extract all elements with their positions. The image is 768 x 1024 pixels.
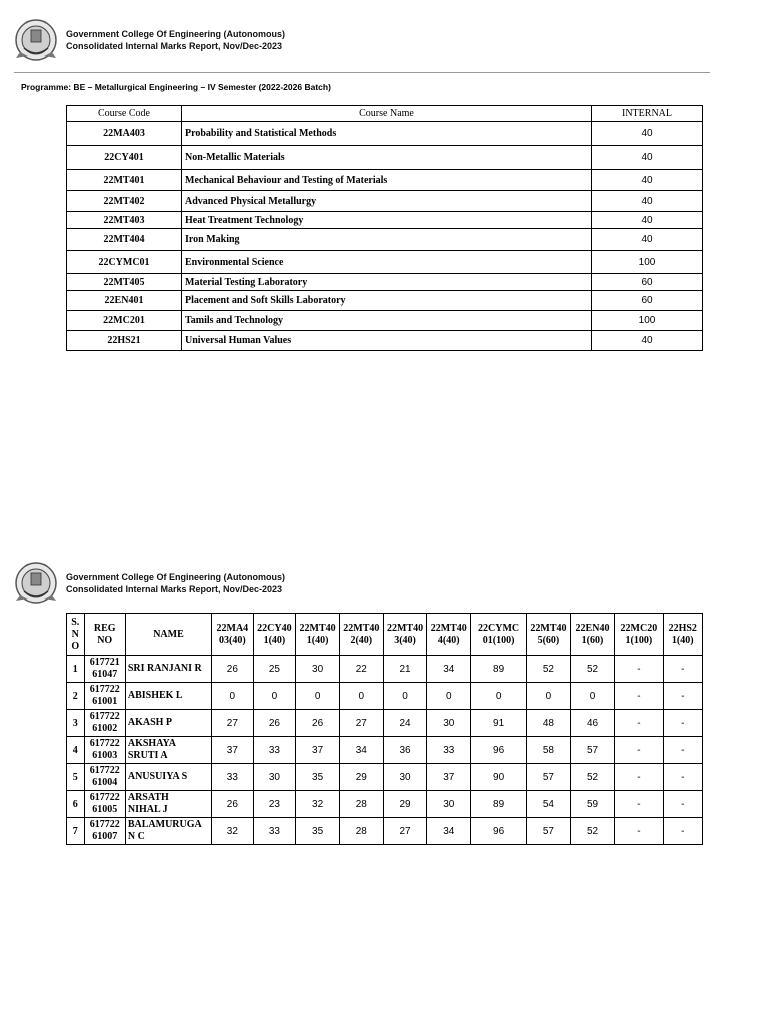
student-reg-no [84,683,125,710]
course-code: 22EN401 [67,291,182,311]
reg-line: 617722 [89,684,120,695]
header-line: S. [71,616,80,628]
header-line: 1(40) [671,634,694,646]
column-header-course-code: Course Code [67,106,182,122]
header-line: 22MT40 [299,622,336,634]
student-mark: 26 [253,710,296,737]
student-mark: 58 [527,737,571,764]
header-text [66,571,285,595]
course-name: Probability and Statistical Methods [182,122,592,146]
student-mark: 0 [253,683,296,710]
student-sno: 7 [67,818,85,845]
column-header-subject [212,614,253,656]
student-mark: 37 [212,737,253,764]
column-header-subject [427,614,471,656]
student-mark: 33 [253,737,296,764]
column-header-reg-no [84,614,125,656]
report-title: Consolidated Internal Marks Report, Nov/Dec-2023 [66,584,283,594]
course-internal-max: 100 [592,251,703,274]
course-code: 22MT404 [67,229,182,251]
student-sno: 4 [67,737,85,764]
course-code: 22MT403 [67,212,182,229]
course-code: 22CY401 [67,146,182,170]
student-name [125,683,211,710]
name-line: BALAMURUGA [127,819,202,830]
student-mark: 30 [383,764,427,791]
student-mark: 26 [296,710,340,737]
course-row [67,274,703,291]
header-line: 1(100) [625,634,653,646]
student-mark: 0 [427,683,471,710]
student-row [67,656,703,683]
reg-line: 61004 [92,777,118,788]
student-mark: - [615,764,663,791]
student-mark: 52 [570,764,614,791]
marks-table [66,613,703,845]
student-mark: 32 [212,818,253,845]
student-row [67,710,703,737]
course-row [67,229,703,251]
name-line: N C [127,831,145,842]
header-line: 22MT40 [530,622,567,634]
student-reg-no [84,764,125,791]
student-mark: 33 [212,764,253,791]
reg-line: 61005 [92,804,118,815]
reg-line: 61002 [92,723,118,734]
reg-line: 617722 [89,738,120,749]
column-header-subject [663,614,702,656]
student-mark: 32 [296,791,340,818]
student-mark: 0 [296,683,340,710]
student-mark: 27 [339,710,383,737]
header-line: 1(60) [581,634,604,646]
student-mark: 96 [471,818,527,845]
name-line: AKASH P [127,717,173,728]
student-reg-no [84,818,125,845]
college-emblem-icon [14,561,58,605]
report-title: Consolidated Internal Marks Report, Nov/Dec-2023 [66,41,283,51]
header-line: 03(40) [219,634,246,646]
college-emblem-icon [14,18,58,62]
header-line: 22EN40 [575,622,610,634]
course-name: Material Testing Laboratory [182,274,592,291]
course-row [67,212,703,229]
column-header-course-name: Course Name [182,106,592,122]
student-mark: - [663,656,702,683]
name-line: ABISHEK L [127,690,183,701]
student-mark: 90 [471,764,527,791]
course-name: Advanced Physical Metallurgy [182,191,592,212]
course-internal-max: 40 [592,229,703,251]
student-mark: 27 [383,818,427,845]
student-name [125,818,211,845]
student-name [125,656,211,683]
student-mark: 52 [527,656,571,683]
reg-line: 617721 [89,657,120,668]
student-mark: 26 [212,791,253,818]
student-mark: 91 [471,710,527,737]
header-line: 2(40) [350,634,373,646]
student-mark: - [663,737,702,764]
course-row [67,251,703,274]
course-name: Placement and Soft Skills Laboratory [182,291,592,311]
reg-line: 61047 [92,669,118,680]
name-line: SRUTI A [127,750,168,761]
course-name: Mechanical Behaviour and Testing of Materials [182,170,592,191]
course-internal-max: 40 [592,122,703,146]
student-sno: 1 [67,656,85,683]
student-sno: 3 [67,710,85,737]
student-mark: 30 [296,656,340,683]
student-mark: 0 [471,683,527,710]
header-line: 5(60) [537,634,560,646]
column-header-sno [67,614,85,656]
student-mark: 25 [253,656,296,683]
student-reg-no [84,710,125,737]
student-mark: 0 [527,683,571,710]
student-mark: - [663,764,702,791]
student-mark: 89 [471,656,527,683]
student-mark: 0 [339,683,383,710]
course-name: Environmental Science [182,251,592,274]
student-mark: 29 [383,791,427,818]
marks-table-header [67,614,703,656]
course-internal-max: 40 [592,146,703,170]
header-line: 22HS2 [668,622,697,634]
course-row [67,311,703,331]
course-row [67,146,703,170]
course-code: 22MC201 [67,311,182,331]
student-mark: 48 [527,710,571,737]
student-mark: - [615,818,663,845]
course-table-header [67,106,703,122]
student-mark: 33 [253,818,296,845]
column-header-subject [296,614,340,656]
header-line: 22MT40 [343,622,380,634]
course-table-body [67,122,703,351]
course-name: Non-Metallic Materials [182,146,592,170]
course-row [67,191,703,212]
course-row [67,170,703,191]
student-mark: - [615,656,663,683]
student-row [67,818,703,845]
course-name: Tamils and Technology [182,311,592,331]
student-name [125,791,211,818]
header-line: 22MT40 [430,622,467,634]
student-mark: 24 [383,710,427,737]
reg-line: 617722 [89,711,120,722]
student-mark: - [615,683,663,710]
student-mark: 30 [253,764,296,791]
student-mark: 30 [427,710,471,737]
marks-table-body [67,656,703,845]
reg-line: 61003 [92,750,118,761]
student-mark: 35 [296,818,340,845]
student-mark: 57 [570,737,614,764]
programme-line: Programme: BE – Metallurgical Engineering – IV Semester (2022-2026 Batch) [21,82,331,92]
student-sno: 6 [67,791,85,818]
student-row [67,764,703,791]
student-mark: 57 [527,764,571,791]
student-mark: 27 [212,710,253,737]
column-header-subject [471,614,527,656]
student-mark: 52 [570,656,614,683]
student-mark: 96 [471,737,527,764]
course-row [67,291,703,311]
student-reg-no [84,737,125,764]
column-header-subject [253,614,296,656]
course-name: Universal Human Values [182,331,592,351]
student-mark: 46 [570,710,614,737]
student-sno: 2 [67,683,85,710]
student-name [125,737,211,764]
name-line: AKSHAYA [127,738,177,749]
course-internal-max: 40 [592,191,703,212]
course-internal-max: 60 [592,291,703,311]
course-name: Heat Treatment Technology [182,212,592,229]
reg-line: 617722 [89,819,120,830]
header-line: N [71,628,79,640]
course-internal-max: 100 [592,311,703,331]
column-header-name: NAME [125,614,211,656]
course-internal-max: 40 [592,331,703,351]
header-line: 3(40) [394,634,416,646]
column-header-subject [570,614,614,656]
course-internal-max: 40 [592,212,703,229]
column-header-subject [383,614,427,656]
course-code: 22MT401 [67,170,182,191]
column-header-subject [615,614,663,656]
student-mark: 37 [427,764,471,791]
student-mark: 35 [296,764,340,791]
student-mark: 33 [427,737,471,764]
student-mark: - [663,683,702,710]
student-mark: 30 [427,791,471,818]
course-table [66,105,703,351]
reg-line: 61001 [92,696,118,707]
student-mark: 21 [383,656,427,683]
column-header-subject [527,614,571,656]
student-mark: 34 [339,737,383,764]
course-name: Iron Making [182,229,592,251]
column-header-subject [339,614,383,656]
course-code: 22MT402 [67,191,182,212]
header-line: 22CYMC [478,622,520,634]
header-line: NO [97,634,113,646]
institution-name: Government College Of Engineering (Autonomous) [66,572,286,582]
student-row [67,737,703,764]
student-mark: - [615,791,663,818]
student-mark: 57 [527,818,571,845]
student-name [125,710,211,737]
column-header-internal: INTERNAL [592,106,703,122]
header-line: 22MA4 [216,622,249,634]
institution-name: Government College Of Engineering (Autonomous) [66,29,286,39]
student-mark: - [663,791,702,818]
name-line: ANUSUIYA S [127,771,188,782]
header-line: 01(100) [482,634,515,646]
course-internal-max: 60 [592,274,703,291]
course-code: 22CYMC01 [67,251,182,274]
student-row [67,791,703,818]
header-line: 22MC20 [620,622,658,634]
header-line: 4(40) [437,634,460,646]
header-line: REG [93,622,116,634]
header-line: 1(40) [263,634,286,646]
course-code: 22HS21 [67,331,182,351]
student-mark: 23 [253,791,296,818]
report-header-page-2 [14,561,285,605]
student-mark: - [615,710,663,737]
student-reg-no [84,656,125,683]
name-line: SRI RANJANI R [127,663,202,674]
student-row [67,683,703,710]
course-code: 22MA403 [67,122,182,146]
student-sno: 5 [67,764,85,791]
name-line: NIHAL J [127,804,168,815]
student-mark: 0 [212,683,253,710]
header-line: O [71,640,80,652]
student-mark: - [663,818,702,845]
student-mark: 34 [427,818,471,845]
course-code: 22MT405 [67,274,182,291]
student-mark: - [615,737,663,764]
course-row [67,331,703,351]
student-mark: 26 [212,656,253,683]
header-line: 22MT40 [386,622,424,634]
student-mark: 28 [339,791,383,818]
student-mark: 29 [339,764,383,791]
student-mark: 37 [296,737,340,764]
course-row [67,122,703,146]
header-line: 22CY40 [257,622,292,634]
reg-line: 61007 [92,831,118,842]
student-mark: 0 [383,683,427,710]
header-line: 1(40) [306,634,329,646]
name-line: ARSATH [127,792,169,803]
report-header [14,18,285,62]
student-mark: 0 [570,683,614,710]
student-mark: 22 [339,656,383,683]
reg-line: 617722 [89,792,120,803]
student-mark: 34 [427,656,471,683]
student-mark: 89 [471,791,527,818]
header-text [66,28,285,52]
student-mark: 36 [383,737,427,764]
course-internal-max: 40 [592,170,703,191]
header-divider [14,72,710,73]
reg-line: 617722 [89,765,120,776]
student-mark: 59 [570,791,614,818]
student-mark: 28 [339,818,383,845]
student-name [125,764,211,791]
student-mark: 52 [570,818,614,845]
student-mark: 54 [527,791,571,818]
student-reg-no [84,791,125,818]
student-mark: - [663,710,702,737]
